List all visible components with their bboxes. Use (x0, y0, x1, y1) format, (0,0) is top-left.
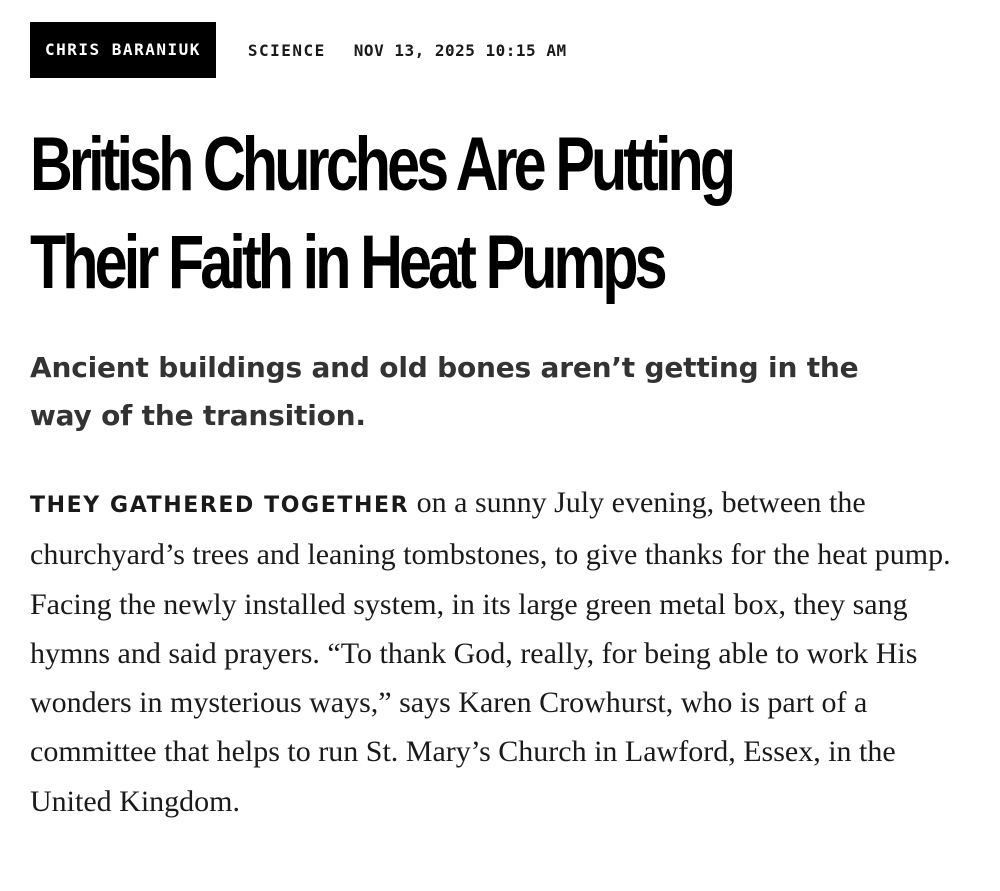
section-link[interactable]: SCIENCE (247, 40, 326, 60)
article-body-paragraph (30, 478, 975, 826)
author-byline-link[interactable]: CHRIS BARANIUK (30, 22, 216, 78)
dek-subheadline: Ancient buildings and old bones aren’t getting in the way of the transition. (30, 351, 859, 432)
paragraph-text: on a sunny July evening, between the churchyard’s trees and leaning tombstones, to give thanks for the heat pump. Facing the newly installed system, in its large green metal box, they sang hymns and said prayers. “To thank God, really, for being able to work His wonders in mysterious ways,” says Karen Crowhurst, who is part of a committee that helps to run St. Mary’s Church in Lawford, Essex, in the United Kingdom. (30, 486, 951, 818)
headline-line-1: British Churches Are Putting (30, 122, 733, 207)
publish-date: NOV 13, 2025 10:15 AM (353, 40, 567, 60)
article-meta (30, 22, 567, 78)
lead-in-text: THEY GATHERED TOGETHER (30, 493, 410, 518)
headline-line-2: Their Faith in Heat Pumps (30, 220, 664, 305)
headline (30, 116, 732, 312)
